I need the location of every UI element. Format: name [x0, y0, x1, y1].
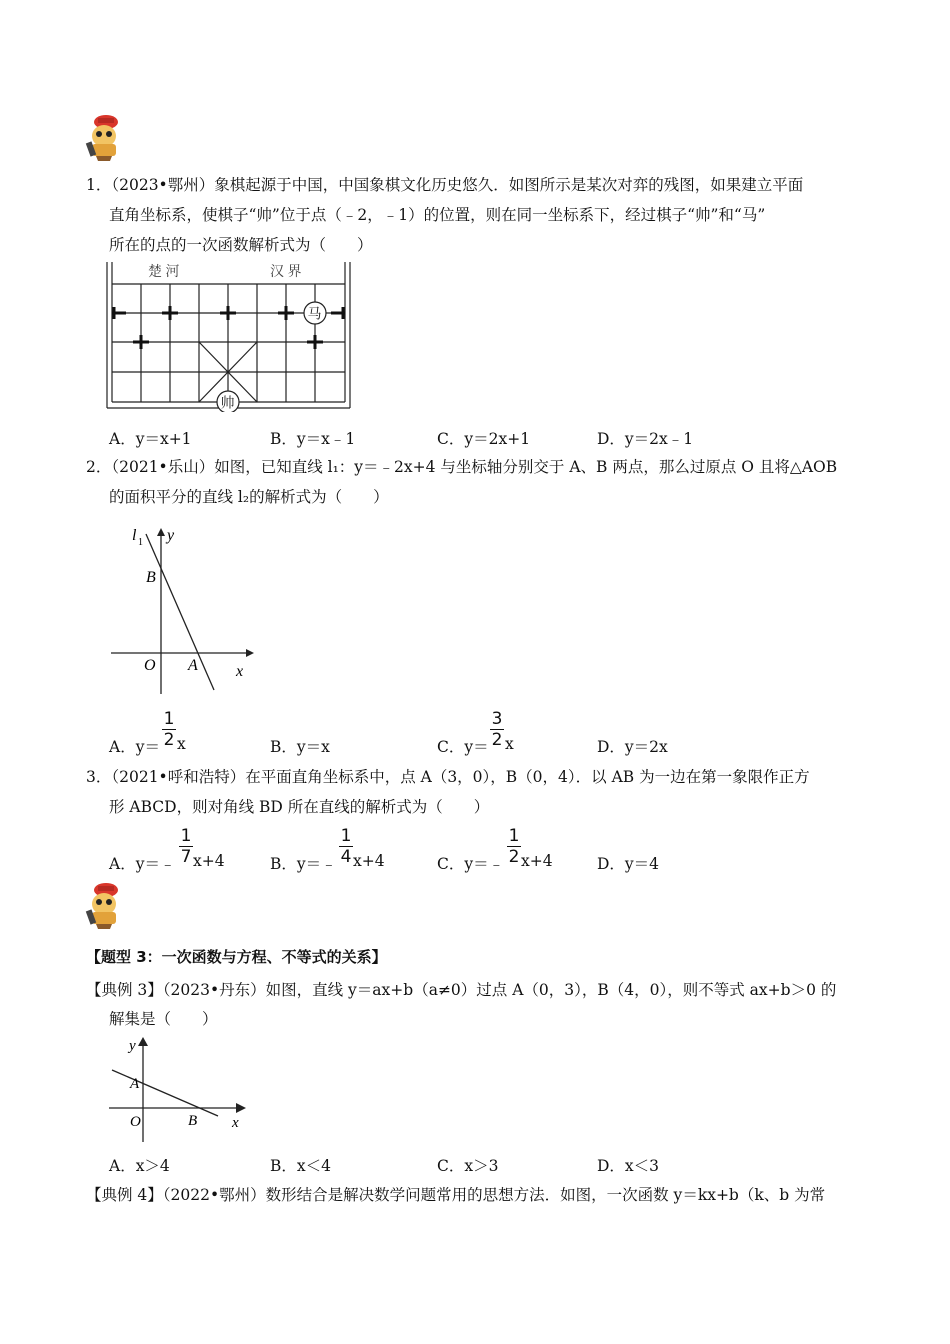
q3-option-a-fraction — [179, 827, 193, 866]
line-l1 — [146, 534, 214, 690]
mascot-icon — [84, 112, 124, 162]
q3-option-b-prefix: B．y＝﹣ — [270, 855, 337, 873]
label-x: x — [232, 1115, 239, 1131]
board-han-jie-label: 汉 界 — [270, 265, 302, 280]
q2-option-c[interactable] — [437, 735, 489, 757]
label-a: A — [130, 1076, 140, 1092]
label-l1: l — [132, 527, 137, 544]
q2-option-c-prefix: C．y＝ — [437, 738, 489, 756]
piece-shuai-label: 帅 — [220, 396, 235, 412]
q3-option-a-suffix: x+4 — [193, 852, 225, 870]
q1-option-d[interactable]: D．y＝2x﹣1 — [597, 430, 694, 448]
ex3-option-a[interactable]: A．x＞4 — [109, 1157, 170, 1175]
label-o: O — [144, 657, 156, 674]
q2-option-c-suffix: x — [505, 735, 514, 753]
frac-numerator: 3 — [491, 709, 503, 729]
q2-option-a[interactable] — [109, 735, 160, 757]
q3-option-c-prefix: C．y＝﹣ — [437, 855, 505, 873]
label-l1-sub: 1 — [138, 537, 143, 548]
q3-option-b-suffix: x+4 — [353, 852, 385, 870]
ex3-line1: 【典例 3】（2023•丹东）如图，直线 y＝ax+b（a≠0）过点 A（0，3），B（4，0），则不等式 ax+b＞0 的 — [86, 981, 837, 999]
frac-denominator: 2 — [508, 847, 520, 867]
q3-option-c[interactable] — [437, 852, 504, 874]
q3-line1: 3．（2021•呼和浩特）在平面直角坐标系中，点 A（3，0），B（0，4）．以 AB 为一边在第一象限作正方 — [86, 768, 810, 786]
q1-line2: 直角坐标系，使棋子“帅”位于点（﹣2，﹣1）的位置，则在同一坐标系下，经过棋子“帅”和“马” — [109, 206, 766, 224]
q3-option-c-fraction — [507, 827, 521, 866]
q2-line2: 的面积平分的直线 l₂的解析式为（ ） — [109, 488, 389, 506]
frac-numerator: 1 — [163, 709, 175, 729]
label-a: A — [188, 657, 198, 674]
frac-denominator: 7 — [180, 847, 192, 867]
board-chu-he-label: 楚 河 — [148, 265, 180, 280]
q1-option-c[interactable]: C．y＝2x+1 — [437, 430, 531, 448]
q2-option-b[interactable]: B．y＝x — [270, 738, 330, 756]
frac-denominator: 2 — [163, 730, 175, 750]
mascot-icon — [84, 880, 124, 930]
ex4-line1: 【典例 4】（2022•鄂州）数形结合是解决数学问题常用的思想方法．如图，一次函数 y＝kx+b（k、b 为常 — [86, 1186, 826, 1204]
frac-denominator: 4 — [340, 847, 352, 867]
q3-option-a[interactable] — [109, 852, 175, 874]
label-x: x — [236, 663, 244, 680]
q3-line2: 形 ABCD，则对角线 BD 所在直线的解析式为（ ） — [109, 798, 490, 816]
q1-option-a[interactable]: A．y＝x+1 — [109, 430, 192, 448]
q3-option-d[interactable]: D．y＝4 — [597, 855, 660, 873]
ex3-option-c[interactable]: C．x＞3 — [437, 1157, 499, 1175]
q2-option-c-fraction — [490, 710, 504, 749]
section-title: 【题型 3：一次函数与方程、不等式的关系】 — [86, 948, 387, 966]
label-b: B — [188, 1113, 198, 1129]
label-y: y — [129, 1038, 136, 1054]
label-o: O — [130, 1114, 141, 1130]
frac-denominator: 2 — [491, 730, 503, 750]
frac-numerator: 1 — [180, 826, 192, 846]
label-b: B — [146, 569, 156, 586]
ex3-option-d[interactable]: D．x＜3 — [597, 1157, 660, 1175]
ex3-option-b[interactable]: B．x＜4 — [270, 1157, 331, 1175]
q1-option-b[interactable]: B．y＝x﹣1 — [270, 430, 356, 448]
ex3-graph — [104, 1034, 254, 1144]
q2-graph — [106, 518, 256, 698]
frac-numerator: 1 — [508, 826, 520, 846]
q2-option-a-suffix: x — [177, 735, 186, 753]
piece-ma-label: 马 — [307, 307, 322, 323]
q1-line3: 所在的点的一次函数解析式为（ ） — [109, 236, 373, 254]
chess-board-figure — [104, 262, 354, 412]
q2-line1: 2．（2021•乐山）如图，已知直线 l₁：y＝﹣2x+4 与坐标轴分别交于 A、B 两点，那么过原点 O 且将△AOB — [86, 458, 838, 476]
q2-option-a-prefix: A．y＝ — [109, 738, 160, 756]
q2-option-a-fraction — [162, 710, 176, 749]
q1-line1: 1．（2023•鄂州）象棋起源于中国，中国象棋文化历史悠久．如图所示是某次对弈的残图，如果建立平面 — [86, 176, 804, 194]
ex3-line2: 解集是（ ） — [109, 1010, 218, 1028]
frac-numerator: 1 — [340, 826, 352, 846]
q3-option-a-prefix: A．y＝﹣ — [109, 855, 176, 873]
q3-option-c-suffix: x+4 — [521, 852, 553, 870]
label-y: y — [167, 527, 175, 544]
q2-option-d[interactable]: D．y＝2x — [597, 738, 668, 756]
q3-option-b[interactable] — [270, 852, 337, 874]
line-ab — [112, 1070, 218, 1116]
q3-option-b-fraction — [339, 827, 353, 866]
